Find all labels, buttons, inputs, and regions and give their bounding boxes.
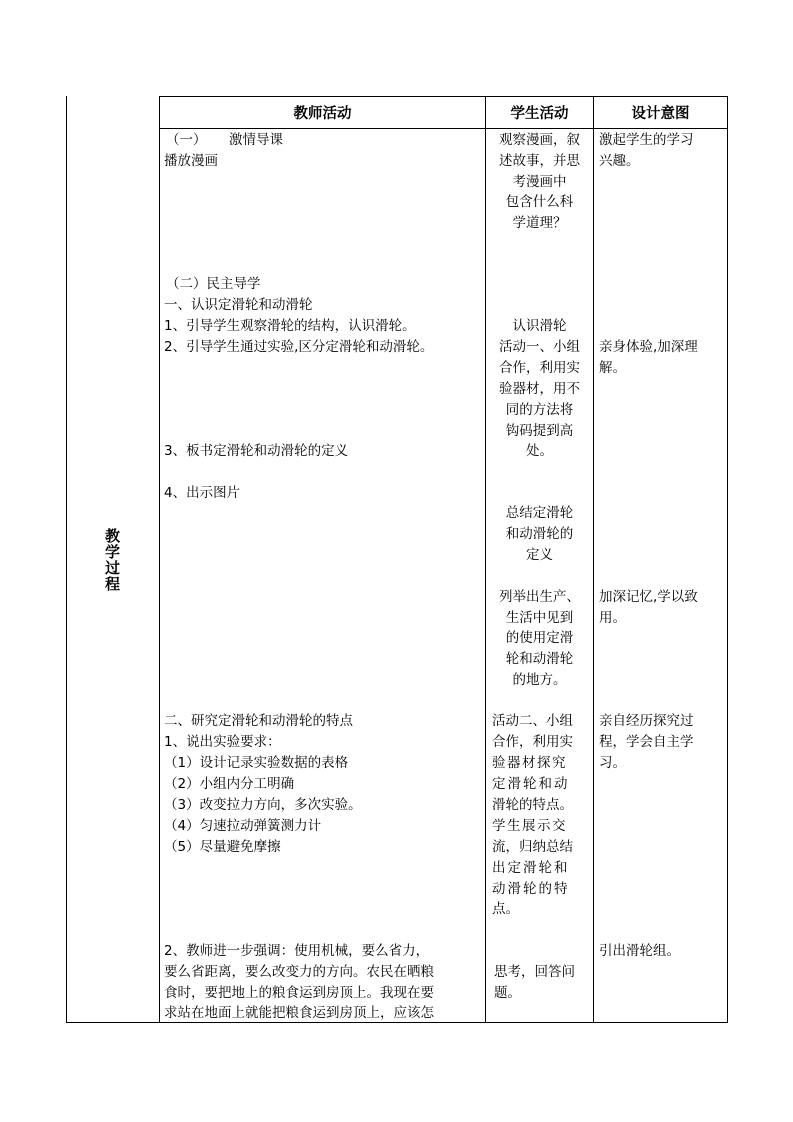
student-activity1-l6: 钩码提到高 [505, 423, 574, 439]
student-activity2-l8: 出定滑轮和 [492, 860, 570, 876]
intent-experience-l1: 亲身体验,加深理 [599, 339, 698, 355]
student-think-l1: 思考，回答问 [494, 964, 575, 980]
teacher-req5: （5）尽量避免摩擦 [164, 839, 281, 855]
header-bottom-line [159, 128, 728, 129]
student-observe-l4: 包含什么科 [505, 194, 574, 210]
teacher-part2-title: 二、研究定滑轮和动滑轮的特点 [164, 713, 353, 729]
student-examples-l1: 列举出生产、 [499, 589, 580, 605]
student-activity2-l3: 验器材探究 [492, 755, 567, 771]
student-activity2-l2: 合作，利用实 [492, 734, 573, 750]
student-summary-l1: 总结定滑轮 [505, 505, 574, 521]
teacher-req-title: 1、说出实验要求： [164, 734, 281, 750]
intent-memory-l1: 加深记忆,学以致 [599, 589, 698, 605]
teacher-demo-title: （二）民主导学 [166, 276, 261, 292]
student-examples-l2: 生活中见到 [505, 610, 574, 626]
header-design-intent: 设计意图 [631, 106, 690, 122]
teacher-step2: 2、引导学生通过实验,区分定滑轮和动滑轮。 [164, 339, 434, 355]
student-activity2-l9: 动滑轮的特 [492, 881, 570, 897]
student-activity1-l4: 验器材，用不 [499, 381, 580, 397]
teacher-step3: 3、板书定滑轮和动滑轮的定义 [164, 443, 349, 459]
teacher-intro-play: 播放漫画 [164, 153, 218, 169]
student-examples-l3: 的使用定滑 [505, 630, 574, 646]
student-activity1-l7: 处。 [526, 443, 553, 459]
teacher-emphasis-line3: 食时，要把地上的粮食运到房顶上。我现在要 [164, 985, 434, 1001]
intent-explore-l3: 习。 [599, 755, 626, 771]
teacher-req1: （1）设计记录实验数据的表格 [164, 755, 349, 771]
student-activity2-l1: 活动二、小组 [492, 713, 573, 729]
section-label [66, 520, 159, 600]
student-activity1-l1: 认识滑轮 [512, 318, 567, 334]
teacher-req2: （2）小组内分工明确 [164, 776, 295, 792]
student-summary-l3: 定义 [526, 547, 553, 563]
teacher-part1-title: 一、认识定滑轮和动滑轮 [164, 297, 313, 313]
teacher-req3: （3）改变拉力方向，多次实验。 [164, 797, 362, 813]
intent-experience-l2: 解。 [599, 360, 626, 376]
teacher-step4: 4、出示图片 [164, 485, 241, 501]
student-summary-l2: 和动滑轮的 [505, 526, 574, 542]
teacher-emphasis-line4: 求站在地面上就能把粮食运到房顶上，应该怎 [164, 1005, 434, 1021]
student-examples-l4: 轮和动滑轮 [505, 651, 574, 667]
teacher-req4: （4）匀速拉动弹簧测力计 [164, 818, 322, 834]
student-observe-l2: 述故事，并思 [499, 153, 580, 169]
student-activity1-l2: 活动一、小组 [499, 339, 580, 355]
header-student-activity: 学生活动 [510, 106, 569, 122]
intent-explore-l2: 程，学会自主学 [599, 734, 694, 750]
student-activity2-l5: 滑轮的特点。 [492, 797, 573, 813]
header-teacher-activity: 教师活动 [293, 106, 352, 122]
intent-interest-l1: 激起学生的学习 [599, 132, 694, 148]
student-activity2-l10: 点。 [492, 901, 519, 917]
intent-interest-l2: 兴趣。 [599, 153, 640, 169]
table-divider-student [593, 96, 594, 1023]
student-activity2-l7: 流，归纳总结 [492, 839, 573, 855]
student-examples-l5: 的地方。 [512, 672, 567, 688]
student-observe-l3: 考漫画中 [512, 174, 567, 190]
teacher-intro-title: 激情导课 [229, 132, 283, 148]
student-activity1-l5: 同的方法将 [505, 402, 574, 418]
student-think-l2: 题。 [494, 985, 521, 1001]
student-activity2-l6: 学生展示交 [492, 818, 567, 834]
table-border-right [727, 96, 728, 1023]
section-label-text: 教学过程 [103, 528, 121, 592]
teacher-intro-number: （一） [166, 132, 207, 148]
teacher-emphasis-line1: 2、教师进一步强调：使用机械，要么省力， [164, 943, 430, 959]
intent-explore-l1: 亲自经历探究过 [599, 713, 694, 729]
student-observe-l1: 观察漫画，叙 [499, 132, 580, 148]
student-observe-l5: 学道理？ [512, 215, 567, 231]
intent-pulley-group: 引出滑轮组。 [599, 943, 680, 959]
teacher-step1: 1、引导学生观察滑轮的结构，认识滑轮。 [164, 318, 416, 334]
table-divider-label [159, 96, 160, 1023]
student-activity2-l4: 定滑轮和动 [492, 776, 570, 792]
intent-memory-l2: 用。 [599, 610, 626, 626]
student-activity1-l3: 合作，利用实 [499, 360, 580, 376]
teacher-emphasis-line2: 要么省距离，要么改变力的方向。农民在晒粮 [164, 964, 434, 980]
